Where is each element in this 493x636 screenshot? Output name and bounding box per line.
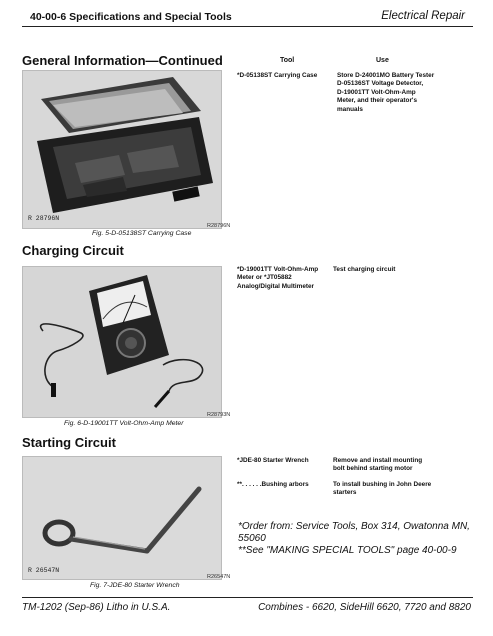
figure-caption: Fig. 6-D-19001TT Volt-Ohm-Amp Meter: [64, 420, 184, 427]
tool-use: Remove and install mounting bolt behind starting motor: [333, 457, 423, 473]
starter-wrench-photo: [22, 456, 222, 580]
header-rule: [22, 26, 473, 27]
starter-wrench-illustration: [23, 457, 221, 579]
page-footer-left: TM-1202 (Sep-86) Litho in U.S.A.: [22, 602, 171, 613]
tool-use: To install bushing in John Deere starters: [333, 481, 432, 497]
footer-rule: [22, 597, 473, 598]
page-header-left: 40-00-6 Specifications and Special Tools: [30, 11, 232, 23]
section-title-charging: Charging Circuit: [22, 243, 124, 258]
tool-use: Store D-24001MO Battery Tester D-05136ST Voltage Detector, D-19001TT Volt-Ohm-Amp Meter, and their operator's manuals: [337, 72, 435, 113]
tool-name: *D-19001TT Volt-Ohm-Amp Meter or *JT05882 Analog/Digital Multimeter: [237, 266, 319, 290]
figure-id-tag: R26547N: [207, 574, 231, 580]
page-footer-right: Combines - 6620, SideHill 6620, 7720 and 8820: [258, 602, 471, 613]
volt-ohm-amp-meter-illustration: [23, 267, 221, 417]
photo-id-label: R 28796N: [28, 215, 60, 222]
column-header-tool: Tool: [280, 57, 295, 64]
section-title-general: General Information—Continued: [22, 53, 223, 68]
meter-photo: [22, 266, 222, 418]
carrying-case-illustration: [23, 71, 221, 228]
column-header-use: Use: [376, 57, 389, 64]
tool-use: Test charging circuit: [333, 266, 396, 273]
photo-id-label: R 26547N: [28, 567, 60, 574]
carrying-case-photo: [22, 70, 222, 229]
page-header-right: Electrical Repair: [381, 10, 465, 22]
figure-id-tag: R28793N: [207, 412, 231, 418]
figure-id-tag: R28796N: [207, 223, 231, 229]
section-title-starting: Starting Circuit: [22, 435, 116, 450]
figure-caption: Fig. 5-D-05138ST Carrying Case: [92, 230, 192, 237]
ordering-notes: *Order from: Service Tools, Box 314, Owatonna MN, 55060 **See "MAKING SPECIAL TOOLS" page 40-00-9: [238, 521, 470, 556]
tool-name: *JDE-80 Starter Wrench: [237, 457, 309, 464]
tool-name: **. . . . . .Bushing arbors: [237, 481, 309, 488]
tool-name: *D-05138ST Carrying Case: [237, 72, 318, 79]
figure-caption: Fig. 7-JDE-80 Starter Wrench: [90, 582, 180, 589]
